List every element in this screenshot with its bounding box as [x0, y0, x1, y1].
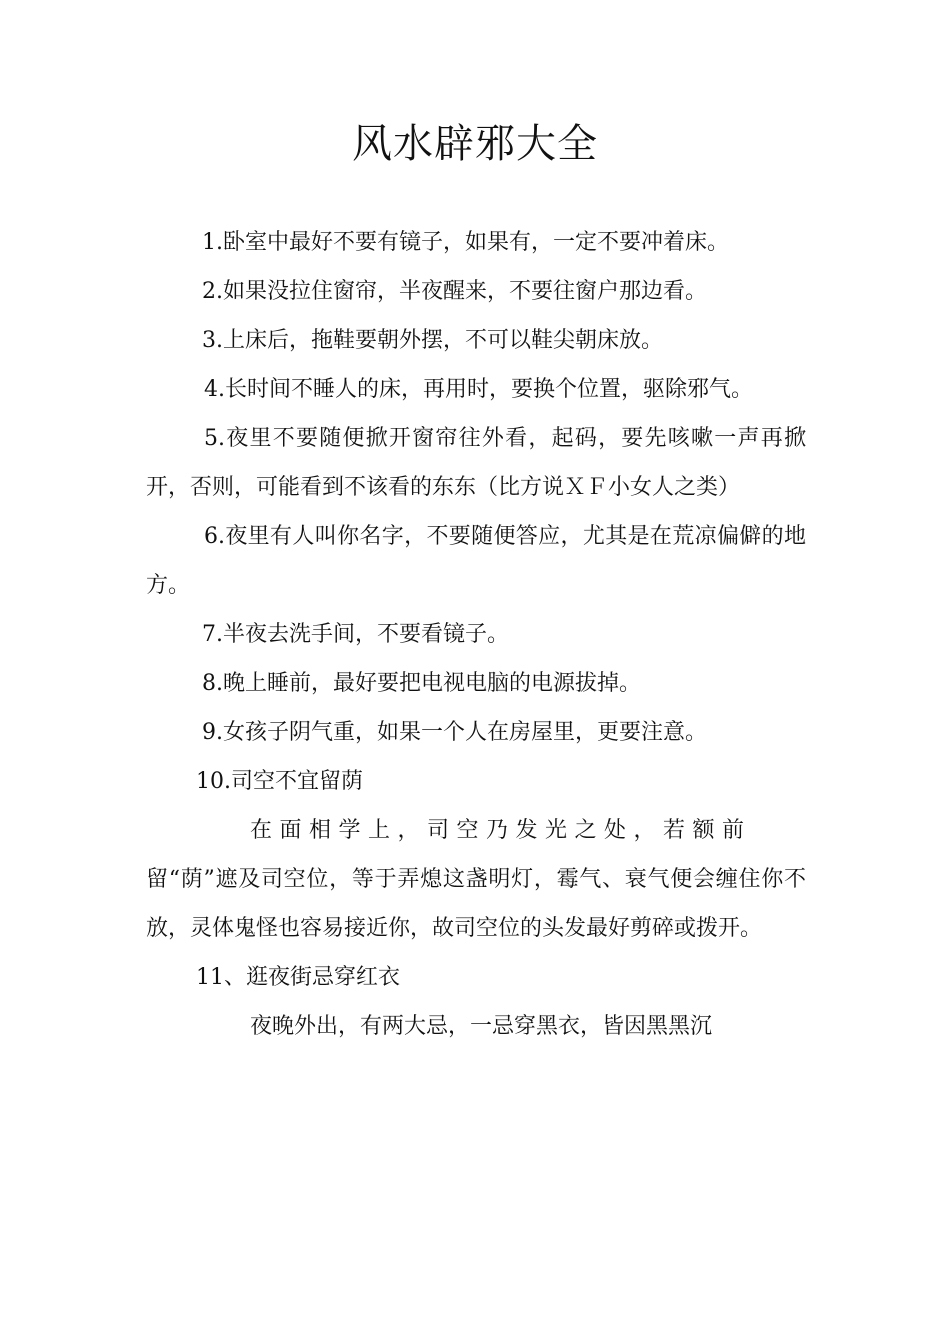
list-item: 1.卧室中最好不要有镜子，如果有，一定不要冲着床。 [202, 230, 729, 255]
section-paragraph-first-line: 在面相学上，司空乃发光之处，若额前 [250, 818, 752, 843]
list-item: 5.夜里不要随便掀开窗帘往外看，起码，要先咳嗽一声再掀开，否则，可能看到不该看的东东（比方说ＸＦ小女人之类） [146, 426, 806, 500]
document-title: 风水辟邪大全 [352, 121, 598, 167]
section-paragraph: 夜晚外出，有两大忌，一忌穿黑衣，皆因黑黑沉 [250, 1014, 713, 1039]
list-item: 2.如果没拉住窗帘，半夜醒来，不要往窗户那边看。 [202, 279, 707, 304]
list-item: 8.晚上睡前，最好要把电视电脑的电源拔掉。 [202, 671, 641, 696]
list-item: 7.半夜去洗手间，不要看镜子。 [202, 622, 509, 647]
document-body [146, 218, 806, 1051]
list-item: 3.上床后，拖鞋要朝外摆，不可以鞋尖朝床放。 [202, 328, 663, 353]
section-heading: 10.司空不宜留荫 [196, 769, 363, 794]
list-item: 4.长时间不睡人的床，再用时，要换个位置，驱除邪气。 [204, 377, 753, 402]
list-item: 9.女孩子阴气重，如果一个人在房屋里，更要注意。 [202, 720, 707, 745]
section-heading: 11、逛夜街忌穿红衣 [196, 965, 400, 990]
section-paragraph: 留“荫”遮及司空位，等于弄熄这盏明灯，霉气、衰气便会缠住你不放，灵体鬼怪也容易接近你，故司空位的头发最好剪碎或拨开。 [146, 867, 806, 941]
list-item: 6.夜里有人叫你名字，不要随便答应，尤其是在荒凉偏僻的地方。 [146, 524, 806, 598]
